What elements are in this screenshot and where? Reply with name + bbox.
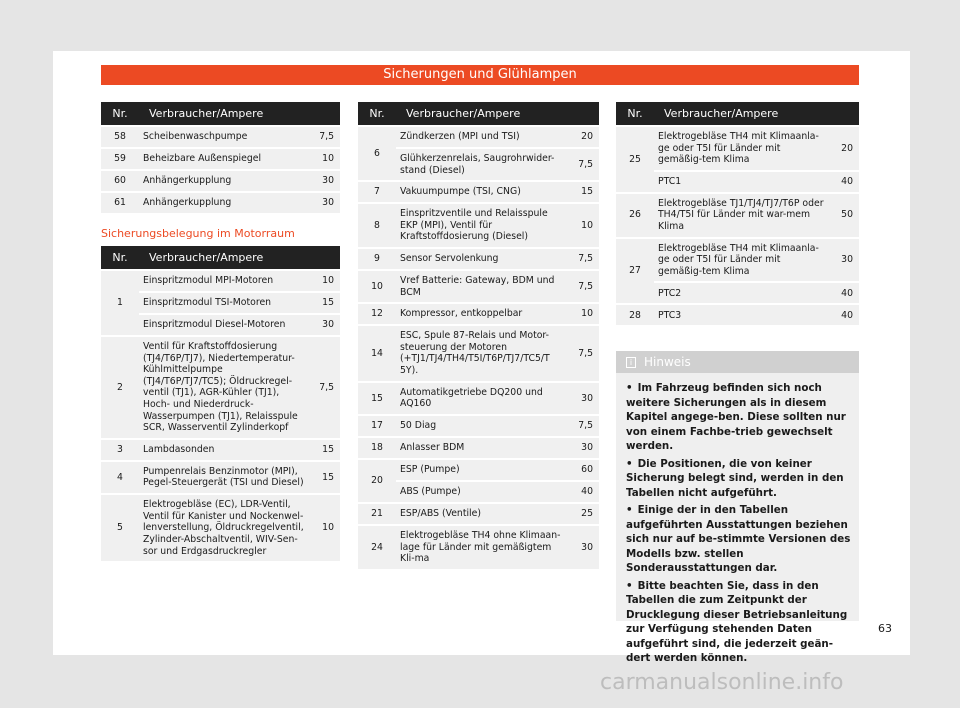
cell-desc: Elektrogebläse TH4 mit Klimaanla-ge oder T5I für Länder mit gemäßig-tem Klima [654,127,829,170]
cell-desc: Elektrogebläse (EC), LDR-Ventil, Ventil für Kanister und Nockenwel-lenverstellung, Öldruckregelventil, Zylinder-Abschaltventil, WIV-Sen-sor und Erdgasdruckregler [139,495,310,561]
table-row [358,504,599,524]
cell-desc: PTC2 [654,283,829,303]
cell-amp: 7,5 [569,149,599,180]
table-header-row [616,102,859,125]
cell-amp: 20 [569,127,599,147]
cell-desc: Sensor Servolenkung [396,249,569,269]
cell-desc: ESC, Spule 87-Relais und Motor-steuerung der Motoren (+TJ1/TJ4/TH4/T5I/T6P/TJ7/TC5/T 5Y). [396,326,569,380]
fuse-table-3 [358,100,599,571]
table-row [358,127,599,147]
table-row [616,194,859,237]
table-row [616,305,859,325]
note-text: Im Fahrzeug befinden sich noch weitere Sicherungen als in diesem Kapitel angege-ben. Diese sollten nur von einem Fachbe-trieb gewechselt werden. [626,382,846,452]
table-row [101,149,340,169]
cell-nr: 26 [616,194,654,237]
bullet: • [626,382,633,394]
cell-nr: 14 [358,326,396,380]
cell-desc: Vref Batterie: Gateway, BDM und BCM [396,271,569,302]
cell-desc: 50 Diag [396,416,569,436]
note-item [626,381,851,454]
table-row [101,193,340,213]
col-desc: Verbraucher/Ampere [654,102,859,125]
cell-amp: 7,5 [310,127,340,147]
cell-desc: PTC1 [654,172,829,192]
col-nr: Nr. [101,102,139,125]
col-desc: Verbraucher/Ampere [139,246,340,269]
cell-amp: 7,5 [569,271,599,302]
cell-amp: 60 [569,460,599,480]
cell-nr: 61 [101,193,139,213]
table-4-container [616,100,859,327]
cell-desc: Elektrogebläse TH4 mit Klimaanla-ge oder T5I für Länder mit gemäßig-tem Klima [654,239,829,282]
cell-desc: Einspritzmodul TSI-Motoren [139,293,310,313]
table-row [358,204,599,247]
col-desc: Verbraucher/Ampere [396,102,599,125]
table-row [101,495,340,561]
col-nr: Nr. [616,102,654,125]
note-title: Hinweis [644,355,691,369]
cell-nr: 3 [101,440,139,460]
cell-nr: 20 [358,460,396,502]
note-text: Einige der in den Tabellen aufgeführten Ausstattungen beziehen sich nur auf be-stimmte Versionen des Modells bzw. stellen Sonderausstattungen dar. [626,504,851,574]
col-nr: Nr. [358,102,396,125]
cell-nr: 12 [358,304,396,324]
cell-desc: Ventil für Kraftstoffdosierung (TJ4/T6P/TJ7), Niedertemperatur-Kühlmittelpumpe (TJ4/T6P/TJ7/TC5); Öldruckregel-ventil (TJ1), AGR-Kühler (TJ1), Hoch- und Niederdruck-Wasserpumpen (TJ1), Relaisspule SCR, Wasserventil Zylinderkopf [139,337,310,438]
table-header-row [101,102,340,125]
cell-amp: 7,5 [569,249,599,269]
bullet: • [626,504,633,516]
cell-nr: 1 [101,271,139,335]
bullet: • [626,457,633,470]
cell-desc: Lambdasonden [139,440,310,460]
cell-amp: 15 [310,462,340,493]
fuse-table-4 [616,100,859,327]
page-number: 63 [878,622,892,635]
cell-nr: 18 [358,438,396,458]
table-row [101,127,340,147]
cell-amp: 30 [310,193,340,213]
cell-desc: Automatikgetriebe DQ200 und AQ160 [396,383,569,414]
cell-amp: 7,5 [569,416,599,436]
fuse-table-1 [101,100,340,215]
table-header-row [101,246,340,269]
cell-amp: 15 [310,293,340,313]
info-icon: i [626,357,636,368]
table-row [101,171,340,191]
table-3-container [358,100,599,571]
cell-amp: 10 [569,304,599,324]
cell-nr: 7 [358,182,396,202]
table-1-container [101,100,340,215]
cell-desc: Pumpenrelais Benzinmotor (MPI), Pegel-Steuergerät (TSI und Diesel) [139,462,310,493]
cell-amp: 40 [569,482,599,502]
table-row [616,239,859,282]
section-title: Sicherungsbelegung im Motorraum [101,227,295,240]
cell-desc: PTC3 [654,305,829,325]
cell-amp: 7,5 [569,326,599,380]
col-desc: Verbraucher/Ampere [139,102,340,125]
table-header-row [358,102,599,125]
cell-nr: 9 [358,249,396,269]
table-row [358,416,599,436]
cell-amp: 50 [829,194,859,237]
note-text: Bitte beachten Sie, dass in den Tabellen die zum Zeitpunkt der Drucklegung dieser Betriebsanleitung zur Verfügung stehenden Daten aufgeführt sind, die jederzeit geän-dert werden können. [626,579,848,664]
cell-nr: 17 [358,416,396,436]
cell-desc: Anhängerkupplung [139,171,310,191]
table-row [616,127,859,170]
table-row [358,304,599,324]
cell-desc: Zündkerzen (MPI und TSI) [396,127,569,147]
table-row [358,326,599,380]
cell-desc: Einspritzventile und Relaisspule EKP (MPI), Ventil für Kraftstoffdosierung (Diesel) [396,204,569,247]
note-item [626,579,851,666]
cell-amp: 15 [569,182,599,202]
table-row [358,383,599,414]
cell-amp: 10 [310,271,340,291]
cell-nr: 59 [101,149,139,169]
note-header [616,351,859,373]
cell-nr: 58 [101,127,139,147]
watermark: carmanualsonline.info [600,670,844,695]
cell-desc: Vakuumpumpe (TSI, CNG) [396,182,569,202]
table-row [358,460,599,480]
table-row [358,438,599,458]
cell-desc: Kompressor, entkoppelbar [396,304,569,324]
note-text: Die Positionen, die von keiner Sicherung belegt sind, werden in den Tabellen nicht aufgeführt. [626,457,844,499]
table-row [358,271,599,302]
cell-desc: Anhängerkupplung [139,193,310,213]
col-nr: Nr. [101,246,139,269]
cell-amp: 30 [569,438,599,458]
cell-amp: 30 [829,239,859,282]
cell-nr: 27 [616,239,654,304]
cell-nr: 25 [616,127,654,192]
cell-nr: 2 [101,337,139,438]
cell-nr: 4 [101,462,139,493]
cell-nr: 24 [358,526,396,569]
note-box [616,351,859,664]
note-list [616,373,859,666]
cell-nr: 28 [616,305,654,325]
table-row [101,440,340,460]
cell-desc: Scheibenwaschpumpe [139,127,310,147]
table-row [358,249,599,269]
cell-amp: 7,5 [310,337,340,438]
cell-desc: Einspritzmodul MPI-Motoren [139,271,310,291]
cell-desc: Beheizbare Außenspiegel [139,149,310,169]
cell-desc: ESP (Pumpe) [396,460,569,480]
cell-nr: 15 [358,383,396,414]
cell-desc: ABS (Pumpe) [396,482,569,502]
table-row [101,337,340,438]
cell-nr: 5 [101,495,139,561]
cell-amp: 30 [310,171,340,191]
cell-nr: 21 [358,504,396,524]
cell-amp: 30 [310,315,340,335]
cell-nr: 10 [358,271,396,302]
cell-desc: Anlasser BDM [396,438,569,458]
cell-desc: Einspritzmodul Diesel-Motoren [139,315,310,335]
cell-amp: 10 [310,495,340,561]
cell-amp: 30 [569,526,599,569]
page-title: Sicherungen und Glühlampen [101,65,859,85]
cell-nr: 8 [358,204,396,247]
table-row [101,462,340,493]
cell-desc: Elektrogebläse TJ1/TJ4/TJ7/T6P oder TH4/T5I für Länder mit war-mem Klima [654,194,829,237]
cell-amp: 10 [569,204,599,247]
table-row [358,526,599,569]
table-2-container [101,244,340,563]
cell-amp: 30 [569,383,599,414]
cell-desc: Glühkerzenrelais, Saugrohrwider-stand (Diesel) [396,149,569,180]
table-row [358,182,599,202]
bullet: • [626,579,633,592]
cell-amp: 40 [829,172,859,192]
cell-amp: 25 [569,504,599,524]
cell-amp: 40 [829,305,859,325]
note-item [626,457,851,501]
cell-amp: 10 [310,149,340,169]
table-row [101,271,340,291]
note-item [626,503,851,576]
cell-amp: 20 [829,127,859,170]
cell-desc: Elektrogebläse TH4 ohne Klimaan-lage für Länder mit gemäßigtem Kli-ma [396,526,569,569]
cell-amp: 15 [310,440,340,460]
cell-desc: ESP/ABS (Ventile) [396,504,569,524]
cell-nr: 60 [101,171,139,191]
cell-nr: 6 [358,127,396,180]
fuse-table-2 [101,244,340,563]
cell-amp: 40 [829,283,859,303]
